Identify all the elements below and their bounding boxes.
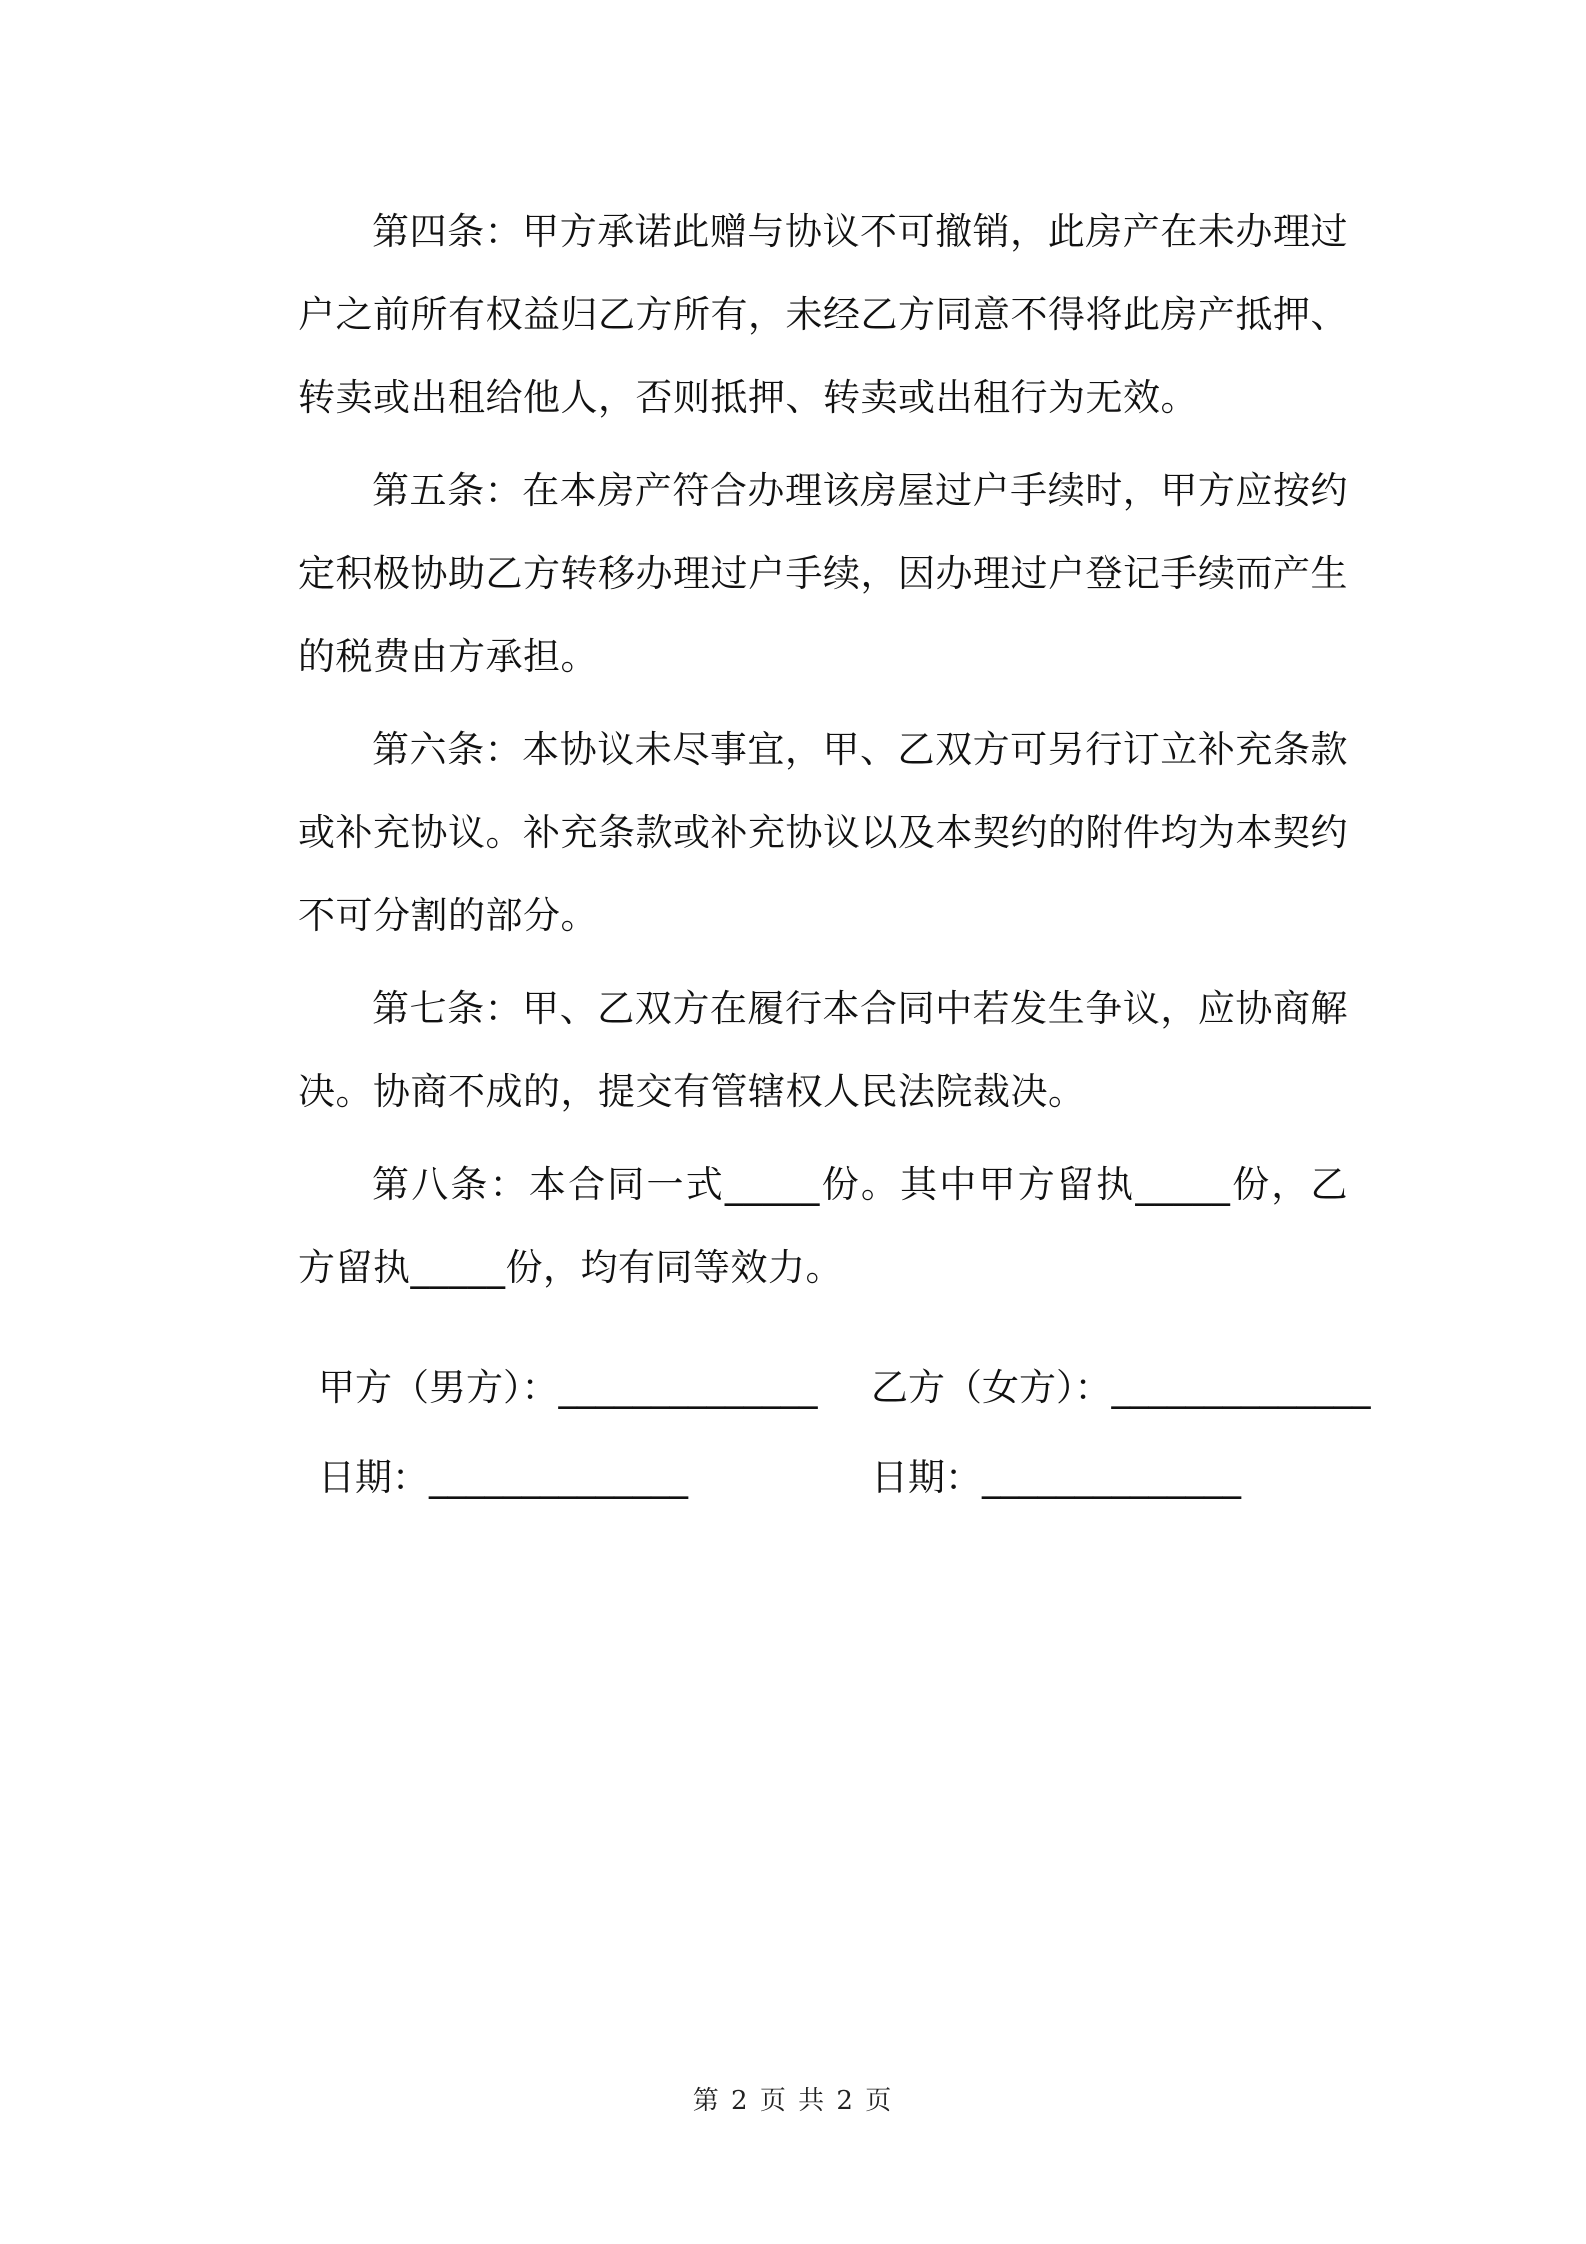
party-b-date: 日期：______________ bbox=[871, 1456, 1241, 1499]
clause-6: 第六条：本协议未尽事宜，甲、乙双方可另行订立补充条款或补充协议。补充条款或补充协议以及本契约的附件均为本契约不可分割的部分。 bbox=[298, 728, 1348, 937]
party-a-signature: 甲方（男方）：______________ bbox=[318, 1366, 818, 1409]
clause-8: 第八条：本合同一式_____份。其中甲方留执_____份，乙方留执_____份，均有同等效力。 bbox=[298, 1163, 1348, 1289]
clause-5: 第五条：在本房产符合办理该房屋过户手续时，甲方应按约定积极协助乙方转移办理过户手续，因办理过户登记手续而产生的税费由方承担。 bbox=[298, 469, 1348, 678]
party-a-date: 日期：______________ bbox=[318, 1456, 688, 1499]
date-row bbox=[318, 1448, 1358, 1508]
page-number: 第 2 页 共 2 页 bbox=[692, 2086, 894, 2116]
clause-7: 第七条：甲、乙双方在履行本合同中若发生争议，应协商解决。协商不成的，提交有管辖权人民法院裁决。 bbox=[298, 987, 1348, 1113]
clause-4: 第四条：甲方承诺此赠与协议不可撤销，此房产在未办理过户之前所有权益归乙方所有，未经乙方同意不得将此房产抵押、转卖或出租给他人，否则抵押、转卖或出租行为无效。 bbox=[298, 210, 1348, 419]
document-body bbox=[298, 190, 1348, 1319]
signature-row bbox=[318, 1358, 1371, 1418]
party-b-signature: 乙方（女方）：______________ bbox=[871, 1366, 1371, 1409]
